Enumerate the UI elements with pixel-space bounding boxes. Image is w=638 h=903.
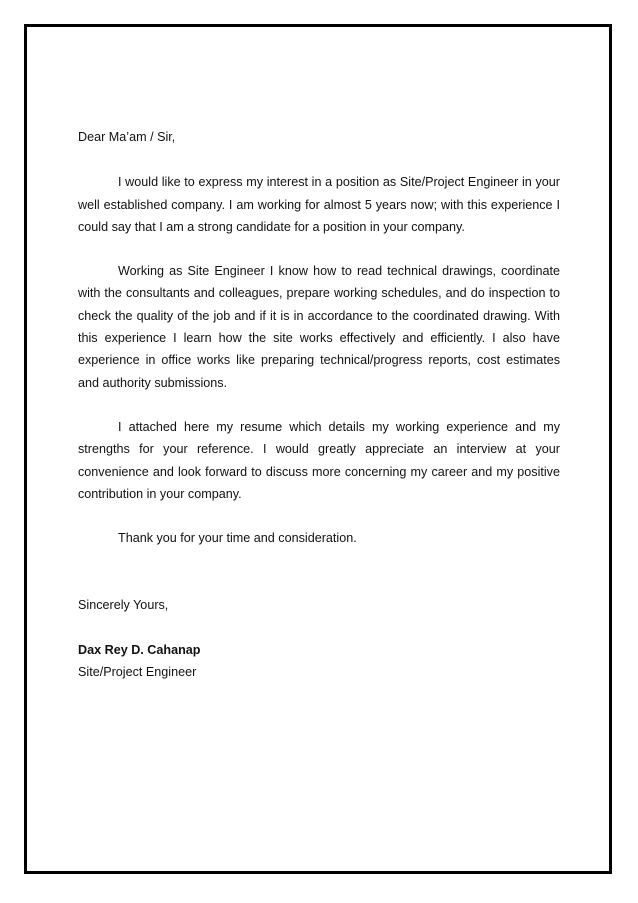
paragraph-experience: Working as Site Engineer I know how to read technical drawings, coordinate with the consultants and colleagues, prepare working schedules, and do inspection to check the quality of the job and if it is in accordance to the coordinated drawing. With this experience I learn how the site works effectively and efficiently. I also have experience in office works like preparing technical/progress reports, cost estimates and authority submissions. bbox=[78, 264, 560, 390]
paragraph-thanks: Thank you for your time and consideration. bbox=[118, 531, 357, 546]
cover-letter bbox=[78, 126, 560, 683]
salutation: Dear Ma’am / Sir, bbox=[78, 130, 176, 144]
paragraph-resume: I attached here my resume which details my working experience and my strengths for your reference. I would greatly appreciate an interview at your convenience and look forward to discuss more concerning my career and my positive contribution in your company. bbox=[78, 419, 560, 501]
signature-name: Dax Rey D. Cahanap bbox=[78, 642, 201, 657]
signature-title: Site/Project Engineer bbox=[78, 665, 197, 680]
paragraph-interest: I would like to express my interest in a position as Site/Project Engineer in your well established company. I am working for almost 5 years now; with this experience I could say that I am a strong candidate for a position in your company. bbox=[78, 175, 560, 234]
closing: Sincerely Yours, bbox=[78, 598, 169, 613]
